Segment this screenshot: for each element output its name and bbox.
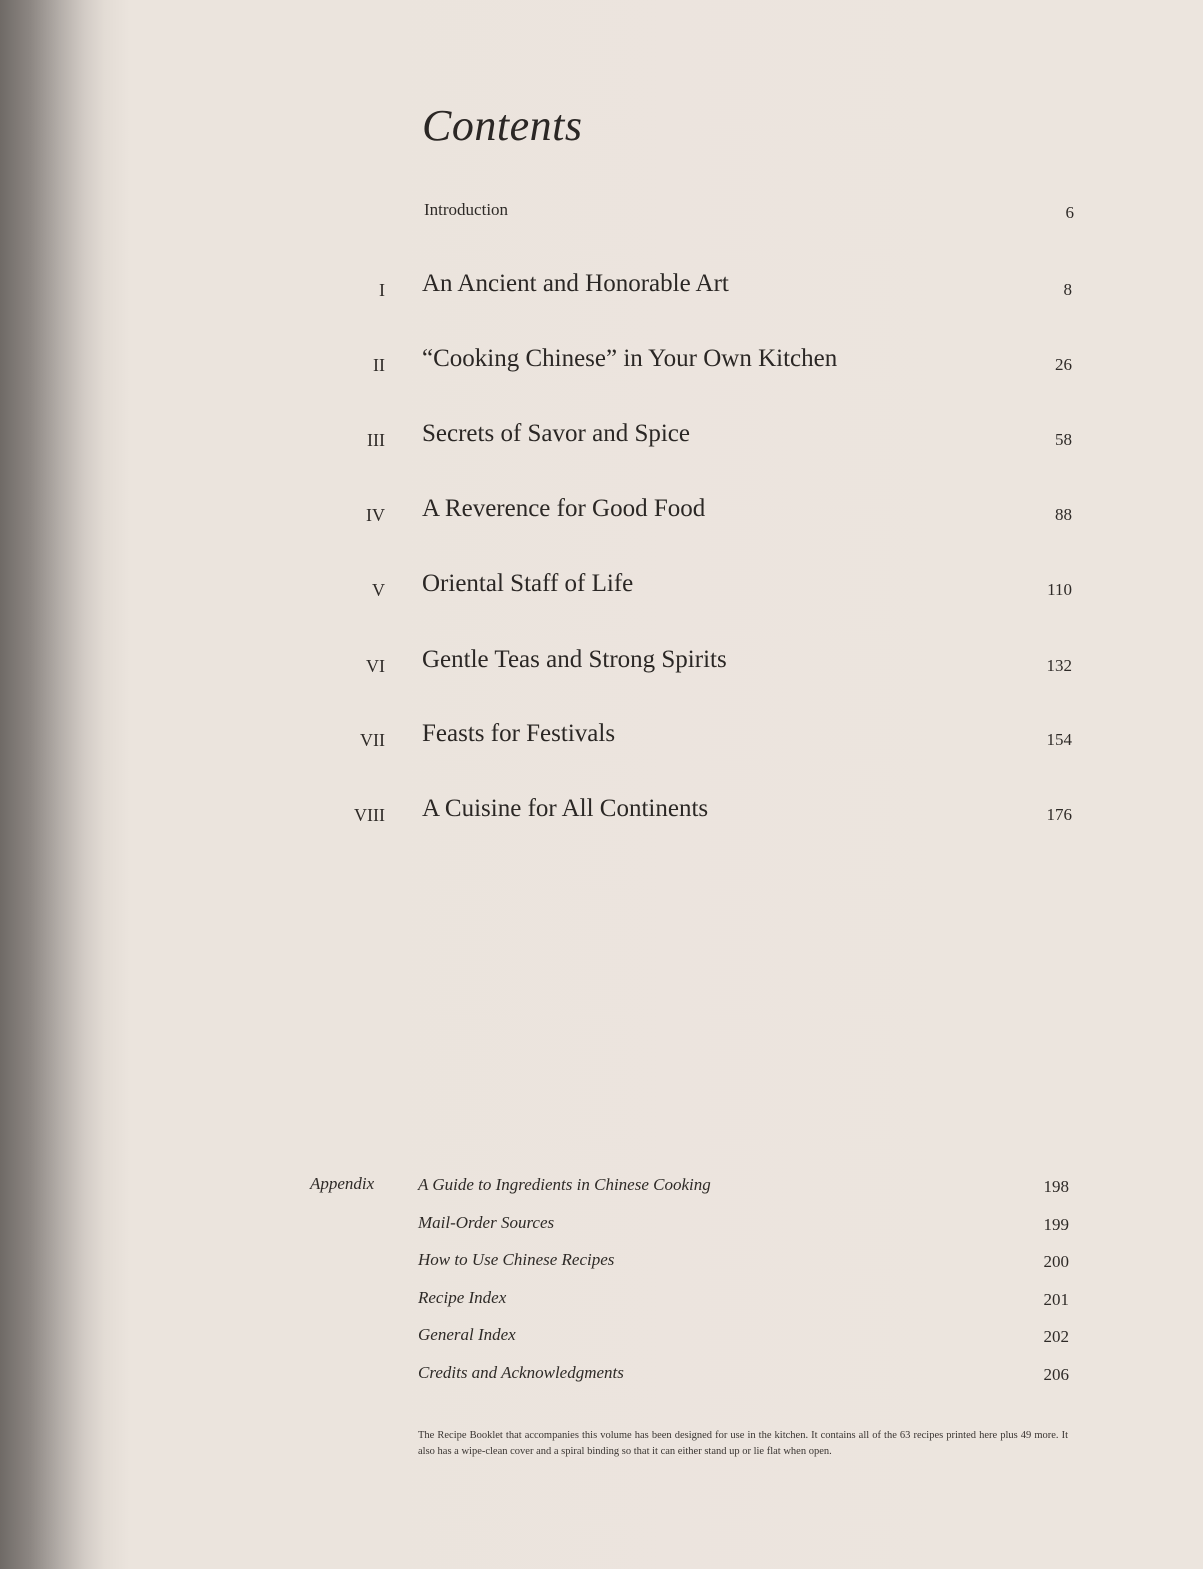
appendix-title: Recipe Index (418, 1288, 507, 1307)
chapter-number: III (367, 430, 385, 450)
chapter-number: VIII (354, 805, 385, 825)
chapter-title: An Ancient and Honorable Art (422, 270, 729, 297)
chapter-title: Secrets of Savor and Spice (422, 420, 690, 447)
appendix-title: How to Use Chinese Recipes (418, 1250, 615, 1269)
chapter-number: V (372, 580, 385, 600)
chapter-title: Oriental Staff of Life (422, 570, 634, 597)
appendix-entry (0, 1213, 1203, 1241)
appendix-title: A Guide to Ingredients in Chinese Cooking (418, 1175, 711, 1194)
chapter-page-number: 88 (1055, 505, 1072, 524)
chapter-entry (0, 646, 1203, 686)
contents-title: Contents (422, 101, 583, 150)
chapter-title: A Reverence for Good Food (422, 495, 706, 522)
chapter-title: A Cuisine for All Continents (422, 795, 709, 822)
appendix-title: Mail-Order Sources (418, 1213, 555, 1232)
chapter-entry (0, 570, 1203, 610)
chapter-page-number: 58 (1055, 430, 1072, 449)
appendix-entry (0, 1288, 1203, 1316)
introduction-label: Introduction (424, 200, 509, 219)
chapter-entry (0, 420, 1203, 460)
appendix-label: Appendix (310, 1174, 375, 1193)
chapter-page-number: 110 (1047, 580, 1072, 599)
chapter-number: VI (366, 656, 385, 676)
chapter-title: Feasts for Festivals (422, 720, 616, 747)
chapter-page-number: 26 (1055, 355, 1072, 374)
chapter-title: “Cooking Chinese” in Your Own Kitchen (422, 345, 838, 372)
appendix-page-number: 202 (1043, 1327, 1069, 1346)
chapter-entry (0, 720, 1203, 760)
chapter-entry (0, 270, 1203, 310)
introduction-page-number: 6 (1065, 203, 1074, 222)
recipe-booklet-note: The Recipe Booklet that accompanies this volume has been designed for use in the kitchen. It contains all of the 63 recipes printed here plus 49 more. It also has a wipe-clean cover and a spiral binding so that it can either stand up or lie flat when open. (418, 1430, 1068, 1457)
appendix-entry (0, 1363, 1203, 1391)
chapter-number: VII (360, 730, 385, 750)
chapter-entry (0, 495, 1203, 535)
appendix-title: General Index (418, 1325, 516, 1344)
chapter-entry (0, 795, 1203, 835)
appendix-page-number: 199 (1043, 1215, 1069, 1234)
chapter-page-number: 132 (1046, 656, 1072, 675)
appendix-title: Credits and Acknowledgments (418, 1363, 624, 1382)
appendix-entry (0, 1250, 1203, 1278)
chapter-title: Gentle Teas and Strong Spirits (422, 646, 727, 673)
appendix-page-number: 206 (1043, 1365, 1069, 1384)
chapter-number: II (373, 355, 385, 375)
appendix-entry (0, 1325, 1203, 1353)
chapter-page-number: 8 (1063, 280, 1072, 299)
appendix-page-number: 201 (1043, 1290, 1069, 1309)
appendix-page-number: 200 (1043, 1252, 1069, 1271)
chapter-number: I (379, 280, 385, 300)
appendix-entry (0, 1175, 1203, 1203)
chapter-entry (0, 345, 1203, 385)
chapter-page-number: 176 (1046, 805, 1072, 824)
chapter-page-number: 154 (1046, 730, 1072, 749)
appendix-page-number: 198 (1043, 1177, 1069, 1196)
chapter-number: IV (366, 505, 385, 525)
